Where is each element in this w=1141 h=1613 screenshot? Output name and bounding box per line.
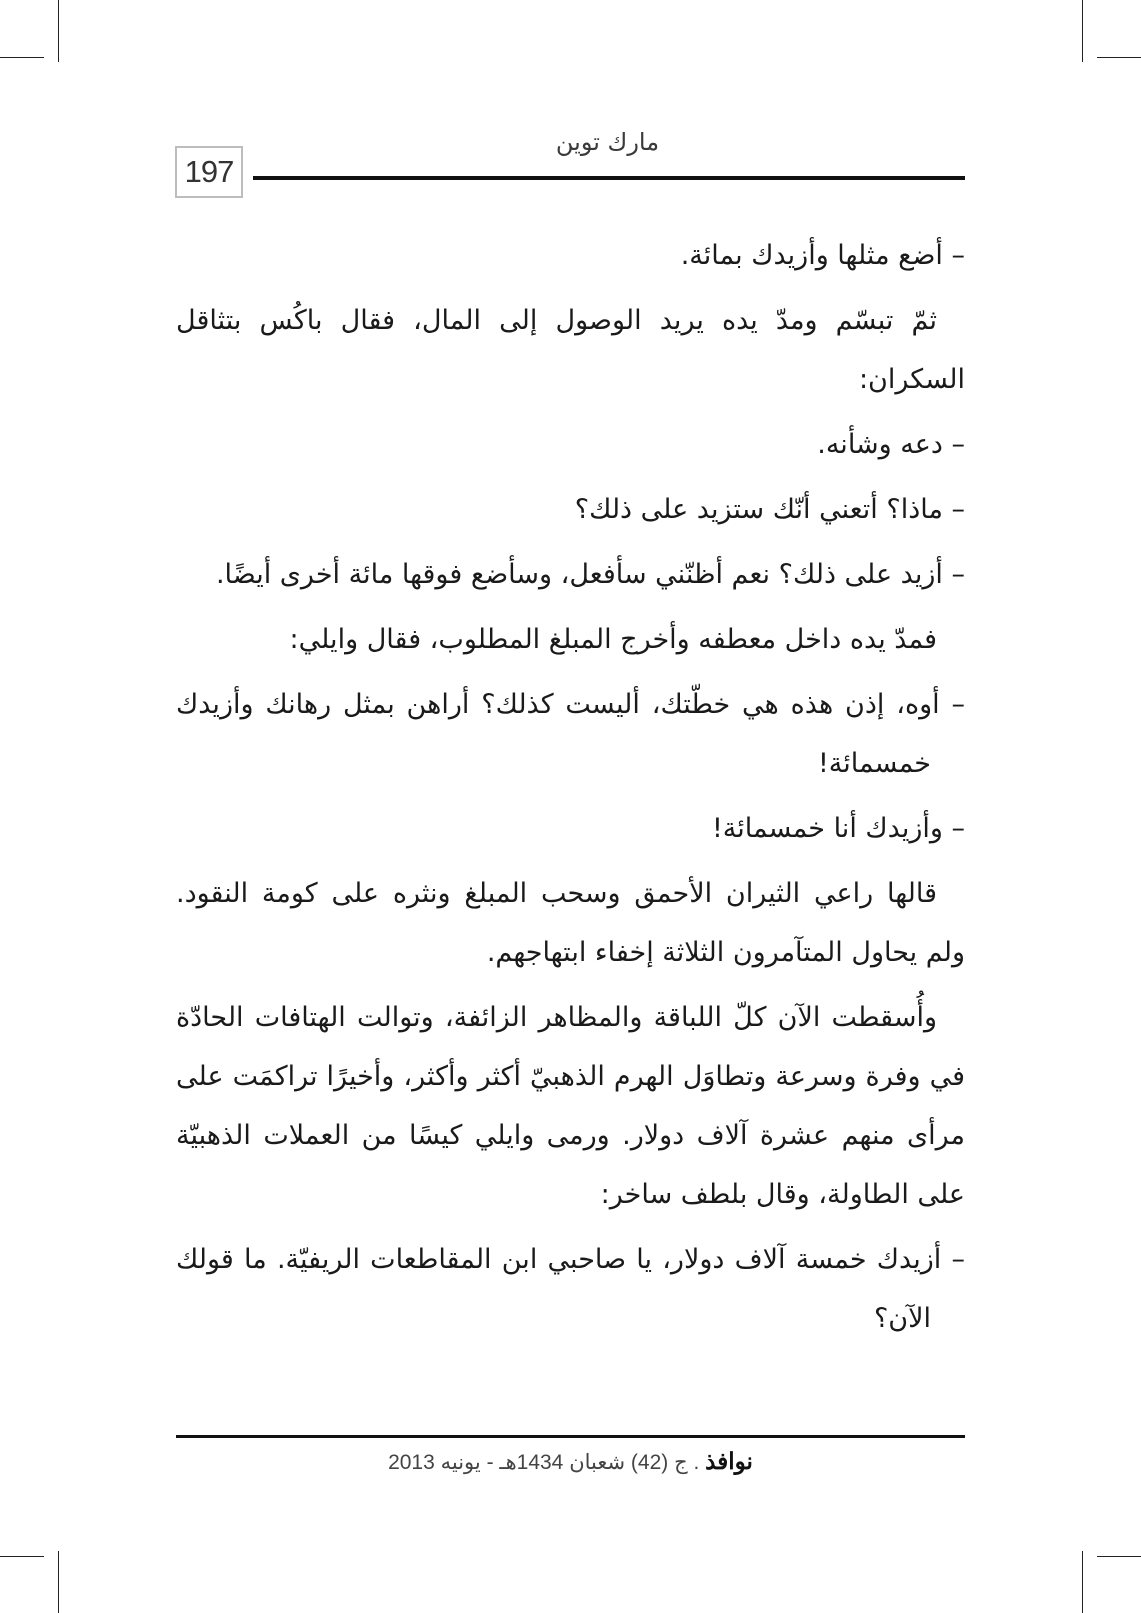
crop-mark [1097, 57, 1141, 58]
body-text [176, 226, 965, 1354]
paragraph: ثمّ تبسّم ومدّ يده يريد الوصول إلى المال، فقال باكُس بتثاقل السكران: [176, 305, 965, 395]
paragraph: – أزيدك خمسة آلاف دولار، يا صاحبي ابن المقاطعات الريفيّة. ما قولك الآن؟ [176, 1244, 965, 1334]
crop-mark [1097, 1556, 1141, 1557]
paragraph: فمدّ يده داخل معطفه وأخرج المبلغ المطلوب، فقال وايلي: [289, 624, 937, 655]
paragraph: وأُسقطت الآن كلّ اللباقة والمظاهر الزائفة، وتوالت الهتافات الحادّة في وفرة وسرعة وتطاوَل الهرم الذهبيّ أكثر وأكثر، وأخيرًا تراكمَت على مرأى منهم عشرة آلاف دولار. ورمى وايلي كيسًا من العملات الذهبيّة على الطاولة، وقال بلطف ساخر: [176, 1002, 965, 1210]
paragraph: – أوه، إذن هذه هي خطّتك، أليست كذلك؟ أراهن بمثل رهانك وأزيدك خمسمائة! [176, 689, 965, 779]
crop-mark [0, 1556, 44, 1557]
crop-mark [58, 0, 59, 62]
crop-mark [1082, 1551, 1083, 1613]
paragraph: قالها راعي الثيران الأحمق وسحب المبلغ ونثره على كومة النقود. ولم يحاول المتآمرون الثلاثة إخفاء ابتهاجهم. [176, 878, 965, 968]
running-title: مارك توين [555, 128, 660, 156]
journal-name: نوافذ [705, 1448, 753, 1475]
crop-mark [58, 1551, 59, 1613]
paragraph: – أضع مثلها وأزيدك بمائة. [680, 240, 965, 271]
issue-info: . ج (42) شعبان 1434هـ - يونيه 2013 [388, 1451, 700, 1474]
page-number: 197 [175, 146, 243, 198]
paragraph: – أزيد على ذلك؟ نعم أظنّني سأفعل، وسأضع فوقها مائة أخرى أيضًا. [215, 559, 965, 590]
crop-mark [0, 57, 44, 58]
crop-mark [1082, 0, 1083, 62]
footer-rule [176, 1435, 965, 1438]
paragraph: – وأزيدك أنا خمسمائة! [711, 813, 965, 844]
paragraph: – دعه وشأنه. [817, 429, 965, 460]
paragraph: – ماذا؟ أتعني أنّك ستزيد على ذلك؟ [574, 494, 965, 525]
header-rule [253, 176, 965, 180]
footer [176, 1448, 965, 1475]
